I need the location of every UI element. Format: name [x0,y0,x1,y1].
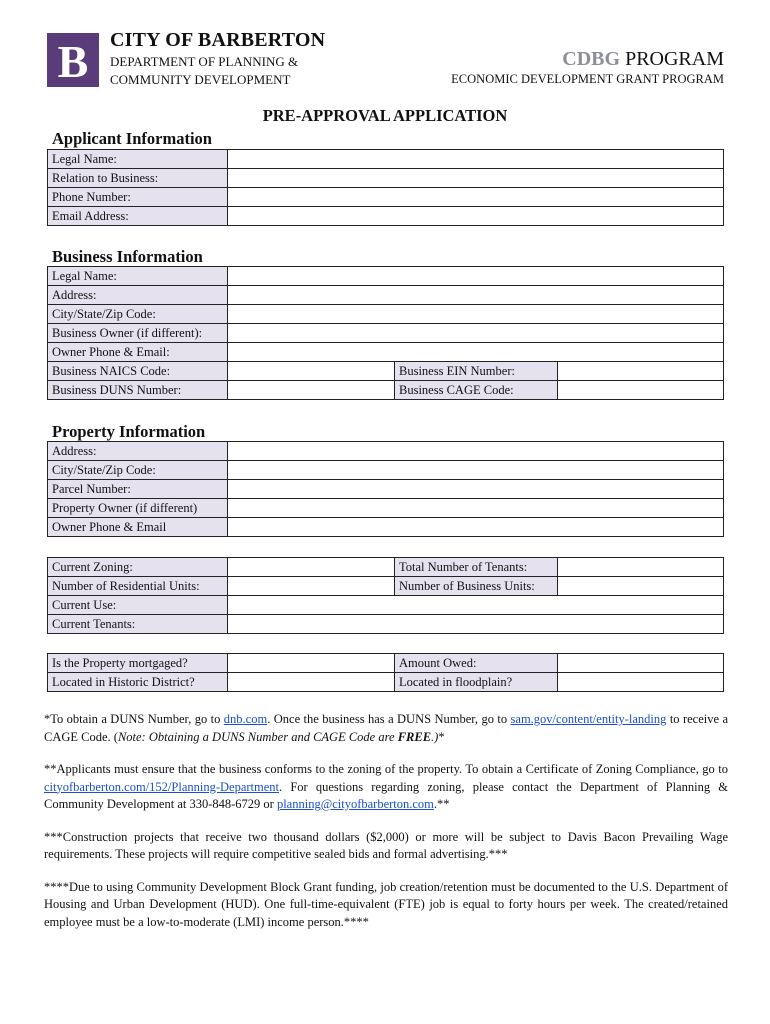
field-label: Address: [48,286,228,305]
property-section-heading: Property Information [52,422,206,441]
property-owner-phone-email-field[interactable] [228,518,724,537]
zoning-note: **Applicants must ensure that the business conforms to the zoning of the property. To obtain a Certificate of Zoning Compliance, go to cityofbarberton.com/152/Planning-Department. For questions regarding zoning, please contact the Department of Planning & Community Development at 330-848-6729 or planning@cityofbarberton.com.** [44,762,728,811]
svg-text:B: B [57,36,89,87]
business-table [47,266,724,400]
field-label: Legal Name: [48,267,228,286]
field-label: Legal Name: [48,150,228,169]
parcel-number-field[interactable] [228,480,724,499]
field-label: Number of Business Units: [395,577,558,596]
applicant-email-field[interactable] [228,207,724,226]
field-label: Current Zoning: [48,558,228,577]
duns-note: *To obtain a DUNS Number, go to dnb.com. Once the business has a DUNS Number, go to sam.gov/content/entity-landing to receive a CAGE Code. (Note: Obtaining a DUNS Number and CAGE Code are FREE.)* [44,712,728,744]
applicant-legal-name-field[interactable] [228,150,724,169]
property-finance-table [47,653,724,692]
current-use-field[interactable] [228,596,724,615]
field-label: Current Use: [48,596,228,615]
applicant-table [47,149,724,226]
cage-code-field[interactable] [558,381,724,400]
footnotes [44,711,728,946]
residential-units-field[interactable] [228,577,395,596]
applicant-relation-field[interactable] [228,169,724,188]
form-title: PRE-APPROVAL APPLICATION [262,106,508,125]
field-label: Total Number of Tenants: [395,558,558,577]
current-zoning-field[interactable] [228,558,395,577]
planning-department-link[interactable]: cityofbarberton.com/152/Planning-Department [44,779,280,794]
business-city-state-zip-field[interactable] [228,305,724,324]
historic-district-field[interactable] [228,673,395,692]
city-logo-b-icon [47,33,99,87]
field-label: Owner Phone & Email: [48,343,228,362]
field-label: Parcel Number: [48,480,228,499]
field-label: Email Address: [48,207,228,226]
business-address-field[interactable] [228,286,724,305]
business-legal-name-field[interactable] [228,267,724,286]
total-tenants-field[interactable] [558,558,724,577]
program-subtitle: ECONOMIC DEVELOPMENT GRANT PROGRAM [451,72,724,86]
field-label: Business CAGE Code: [395,381,558,400]
property-address-field[interactable] [228,442,724,461]
field-label: Property Owner (if different) [48,499,228,518]
field-label: Is the Property mortgaged? [48,654,228,673]
davis-bacon-note: ***Construction projects that receive two thousand dollars ($2,000) or more will be subject to Davis Bacon Prevailing Wage requirements. These projects will require competitive sealed bids and formal advertising.*** [44,829,728,861]
naics-code-field[interactable] [228,362,395,381]
property-city-state-zip-field[interactable] [228,461,724,480]
applicant-section-heading: Applicant Information [52,129,212,148]
field-label: Relation to Business: [48,169,228,188]
planning-email-link[interactable]: planning@cityofbarberton.com [276,797,434,811]
hud-note: ****Due to using Community Development Block Grant funding, job creation/retention must be documented to the U.S. Department of Housing and Urban Development (HUD). One full-time-equivalent (FTE) job is equal to forty hours per week. The created/retained employee must be a low-to-moderate (LMI) income person.**** [44,879,728,929]
current-tenants-field[interactable] [228,615,724,634]
org-title: CITY OF BARBERTON [110,29,326,51]
field-label: Business DUNS Number: [48,381,228,400]
dnb-link[interactable]: dnb.com [223,712,268,726]
field-label: Address: [48,442,228,461]
property-table [47,441,724,537]
field-label: City/State/Zip Code: [48,305,228,324]
field-label: Number of Residential Units: [48,577,228,596]
field-label: Amount Owed: [395,654,558,673]
business-units-field[interactable] [558,577,724,596]
city-logo [47,33,99,87]
field-label: Phone Number: [48,188,228,207]
field-label: Business Owner (if different): [48,324,228,343]
field-label: City/State/Zip Code: [48,461,228,480]
applicant-phone-field[interactable] [228,188,724,207]
floodplain-field[interactable] [558,673,724,692]
field-label: Business EIN Number: [395,362,558,381]
field-label: Located in Historic District? [48,673,228,692]
property-details-table [47,557,724,634]
property-owner-field[interactable] [228,499,724,518]
owner-phone-email-field[interactable] [228,343,724,362]
field-label: Located in floodplain? [395,673,558,692]
field-label: Business NAICS Code: [48,362,228,381]
mortgaged-field[interactable] [228,654,395,673]
field-label: Owner Phone & Email [48,518,228,537]
duns-number-field[interactable] [228,381,395,400]
field-label: Current Tenants: [48,615,228,634]
business-owner-field[interactable] [228,324,724,343]
sam-gov-link[interactable]: sam.gov/content/entity-landing [510,712,667,726]
program-title: CDBG PROGRAM [562,48,724,70]
amount-owed-field[interactable] [558,654,724,673]
business-section-heading: Business Information [52,247,203,266]
department-name: DEPARTMENT OF PLANNING & COMMUNITY DEVELOPMENT [110,54,299,87]
ein-number-field[interactable] [558,362,724,381]
